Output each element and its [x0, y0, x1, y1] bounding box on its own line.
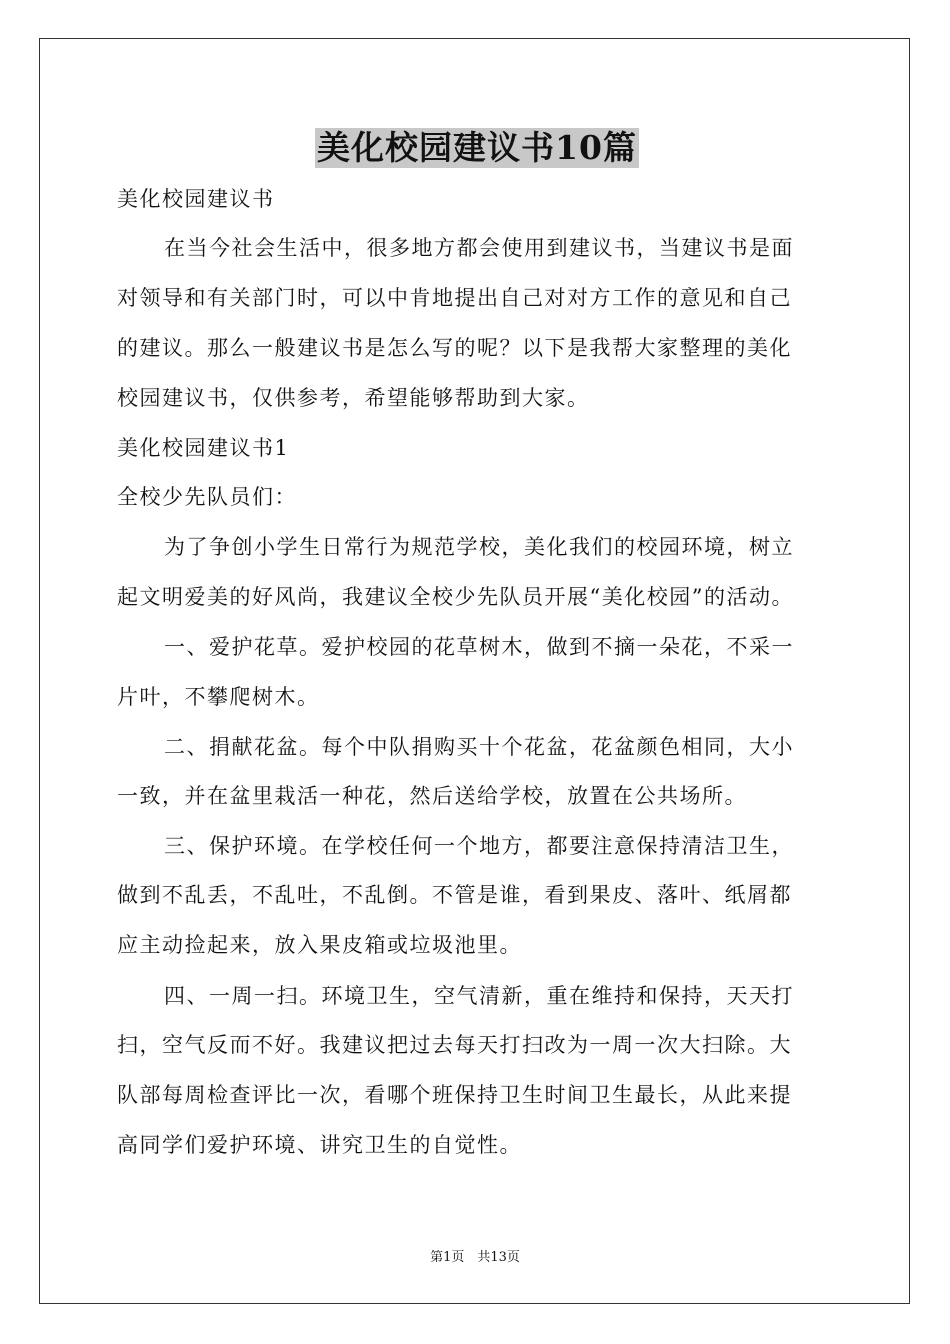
document-title: 美化校园建议书10篇: [317, 128, 637, 167]
paragraph-line: 三、保护环境。在学校任何一个地方，都要注意保持清洁卫生，: [164, 834, 794, 858]
paragraph-line: 高同学们爱护环境、讲究卫生的自觉性。: [117, 1133, 522, 1157]
paragraph-line: 一、爱护花草。爱护校园的花草树木，做到不摘一朵花，不采一: [164, 635, 794, 659]
paragraph-line: 队部每周检查评比一次，看哪个班保持卫生时间卫生最长，从此来提: [117, 1083, 792, 1107]
paragraph-line: 做到不乱丢，不乱吐，不乱倒。不管是谁，看到果皮、落叶、纸屑都: [117, 883, 792, 907]
paragraph-line: 一致，并在盆里栽活一种花，然后送给学校，放置在公共场所。: [117, 784, 747, 808]
page-border: [39, 38, 910, 1304]
page-footer: 第1页 共13页: [430, 1250, 520, 1265]
paragraph-line: 校园建议书，仅供参考，希望能够帮助到大家。: [117, 386, 590, 410]
salutation: 全校少先队员们：: [117, 485, 297, 509]
paragraph-line: 在当今社会生活中，很多地方都会使用到建议书，当建议书是面: [164, 236, 794, 260]
paragraph-line: 的建议。那么一般建议书是怎么写的呢？以下是我帮大家整理的美化: [117, 336, 792, 360]
paragraph-line: 扫，空气反而不好。我建议把过去每天打扫改为一周一次大扫除。大: [117, 1033, 792, 1057]
paragraph-line: 四、一周一扫。环境卫生，空气清新，重在维持和保持，天天打: [164, 984, 794, 1008]
title-container: [117, 128, 837, 168]
paragraph-line: 片叶，不攀爬树木。: [117, 685, 320, 709]
paragraph-line: 为了争创小学生日常行为规范学校，美化我们的校园环境，树立: [164, 535, 794, 559]
paragraph-line: 二、捐献花盆。每个中队捐购买十个花盆，花盆颜色相同，大小: [164, 735, 794, 759]
paragraph-line: 应主动捡起来，放入果皮箱或垃圾池里。: [117, 933, 522, 957]
section-heading: 美化校园建议书: [117, 187, 275, 211]
paragraph-line: 对领导和有关部门时，可以中肯地提出自己对对方工作的意见和自己: [117, 286, 792, 310]
section-heading: 美化校园建议书1: [117, 436, 290, 460]
paragraph-line: 起文明爱美的好风尚，我建议全校少先队员开展“美化校园”的活动。: [117, 585, 794, 609]
